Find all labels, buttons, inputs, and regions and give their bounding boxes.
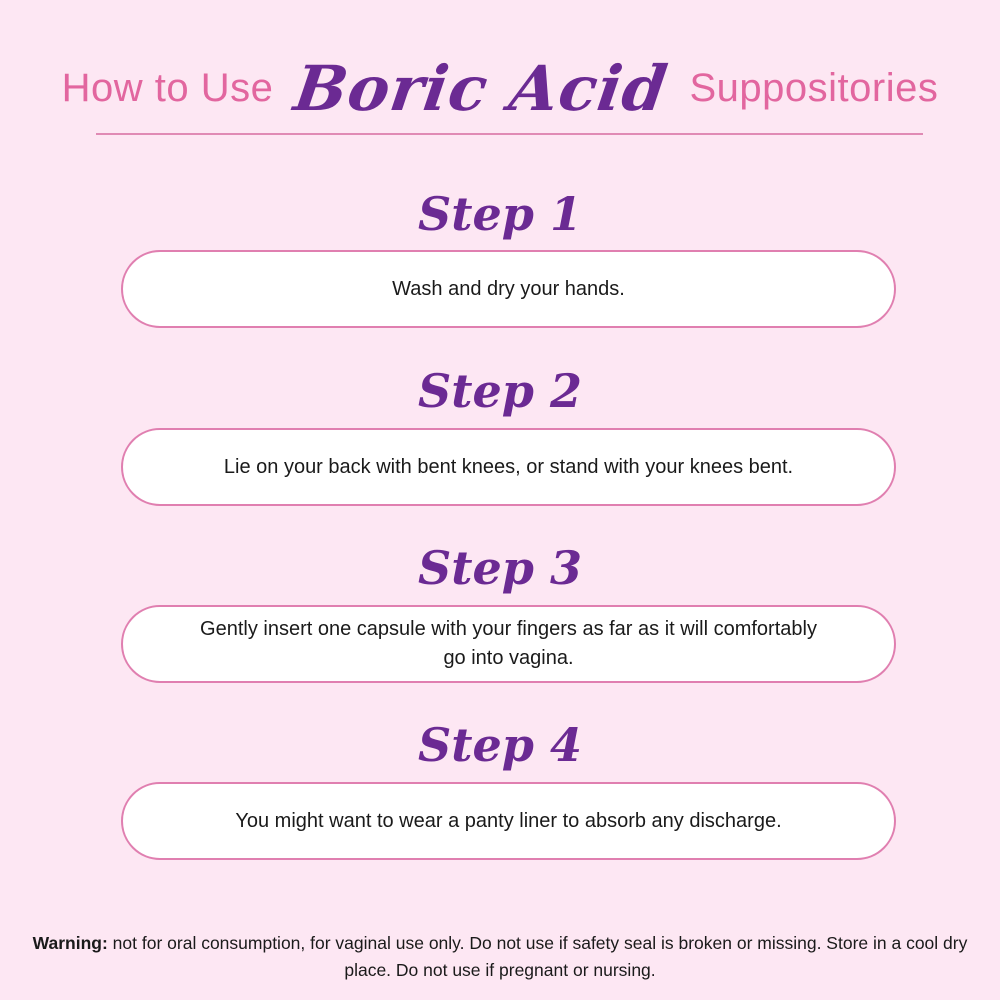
step-2-box	[121, 428, 896, 506]
title-suffix: Suppositories	[689, 65, 939, 110]
step-4-heading: Step 4	[418, 718, 582, 772]
step-4-text: You might want to wear a panty liner to absorb any discharge.	[235, 809, 782, 832]
title-highlight: Boric Acid	[290, 51, 673, 125]
step-3-heading: Step 3	[418, 541, 582, 595]
step-4-box	[121, 782, 896, 860]
step-1-text: Wash and dry your hands.	[392, 277, 625, 300]
step-1-box	[121, 250, 896, 328]
step-3-box	[121, 605, 896, 683]
step-2-heading: Step 2	[418, 364, 582, 418]
page-title	[0, 48, 1000, 128]
warning-text: not for oral consumption, for vaginal use only. Do not use if safety seal is broken or missing. Store in a cool dry place. Do not use if pregnant or nursing.	[107, 933, 968, 980]
title-prefix: How to Use	[61, 65, 274, 110]
step-1-heading: Step 1	[418, 187, 582, 241]
step-2-text: Lie on your back with bent knees, or stand with your knees bent.	[223, 455, 794, 478]
title-divider	[96, 133, 923, 135]
warning-notice	[20, 930, 980, 984]
step-3-text: Gently insert one capsule with your fingers as far as it will comfortably go into vagina.	[200, 618, 817, 669]
warning-label: Warning:	[32, 933, 108, 953]
